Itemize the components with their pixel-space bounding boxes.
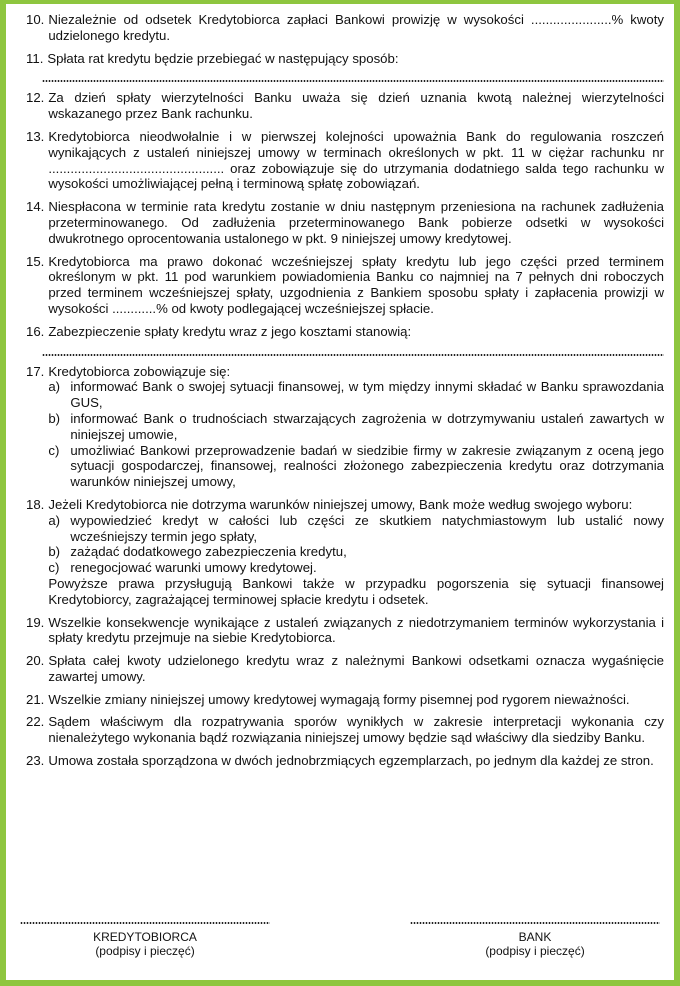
clause-number: 21. [26,691,45,707]
clause-20 [26,653,664,685]
clause-16 [26,324,664,340]
clause-13 [26,129,664,192]
clause-number: 15. [26,253,45,269]
item-text: renegocjować warunki umowy kredytowej. [70,560,317,576]
clause-15 [26,254,664,317]
signature-title: KREDYTOBIORCA [93,930,197,944]
clause-number: 19. [26,614,45,630]
item-text: informować Bank o trudnościach stwarzających zagrożenia w dotrzymywaniu ustaleń zawartych w niniejszej umowie, [70,410,664,442]
signature-title: BANK [518,930,552,944]
item-letter: a) [48,512,61,528]
clause-number: 14. [26,199,45,215]
item-text: zażądać dodatkowego zabezpieczenia kredytu, [70,544,347,560]
item-text: umożliwiać Bankowi przeprowadzenie badań w siedzibie firmy w zakresie związanym z oceną jego sytuacji gospodarczej, finansowej, realności złożonego zabezpieczenia kredytu oraz dotrzymania warunków niniejszej umowy, [70,442,664,490]
clause-number: 22. [26,714,45,730]
clause-text: Kredytobiorca nieodwołalnie i w pierwszej kolejności upoważnia Bank do regulowania roszczeń wynikających z ustaleń niniejszej umowy w terminach określonych w pkt. 11 w ciężar rachunku nr ................................................ oraz zobowiązuje się do utrzymania dodatniego salda tego rachunku w wysokości umożliwiającej pełną i terminową spłatę zobowiązań. [48,128,664,192]
clause-11 [26,51,664,67]
signature-block-borrower [20,922,270,958]
clause-number: 20. [26,653,45,669]
clause-number: 13. [26,128,45,144]
signature-row [20,922,660,958]
clause-14 [26,199,664,246]
signature-line[interactable] [20,922,270,924]
item-letter: b) [48,544,61,560]
list-item [48,544,664,560]
clause-number: 23. [26,753,45,769]
clause-21 [26,692,664,708]
fill-in-line-repayment[interactable] [42,80,664,82]
signature-note: (podpisy i pieczęć) [95,944,195,958]
clause-text: Zabezpieczenie spłaty kredytu wraz z jego kosztami stanowią: [48,323,412,339]
clause-text: Wszelkie konsekwencje wynikające z ustaleń związanych z niedotrzymaniem terminów wykorzystania i spłaty kredytu przejmuje na siebie Kredytobiorca. [48,614,664,646]
clause-number: 17. [26,363,45,379]
list-item [48,411,664,443]
clause-text: Jeżeli Kredytobiorca nie dotrzyma warunków niniejszej umowy, Bank może według swojego wyboru: [48,496,633,512]
clause-19 [26,615,664,647]
clause-text: Wszelkie zmiany niniejszej umowy kredytowej wymagają formy pisemnej pod rygorem nieważności. [48,691,630,707]
clause-10 [26,12,664,44]
clause-number: 10. [26,12,45,27]
clause-23 [26,753,664,769]
signature-line[interactable] [410,922,660,924]
clause-text: Kredytobiorca ma prawo dokonać wcześniejszej spłaty kredytu lub jego części przed terminem określonym w pkt. 11 pod warunkiem powiadomienia Banku co najmniej na 7 pełnych dni roboczych przed terminem wcześniejszej spłaty, uzgodnienia z Bankiem sposobu spłaty i zapłacenia prowizji w wysokości ............% od kwoty podlegającej wcześniejszej spłacie. [48,253,664,316]
list-item [48,513,664,545]
list-item [48,443,664,490]
clause-text: Niespłacona w terminie rata kredytu zostanie w dniu następnym przeniesiona na rachunek zadłużenia przeterminowanego. Od zadłużenia przeterminowanego Bank pobierze odsetki w wysokości dwukrotnego oprocentowania ustalonego w pkt. 9 niniejszej umowy kredytowej. [48,199,664,246]
clause-text: Umowa została sporządzona w dwóch jednobrzmiących egzemplarzach, po jednym dla każdej ze stron. [48,753,654,769]
signature-block-bank [410,922,660,958]
item-letter: c) [48,560,60,576]
clause-follow-text: Powyższe prawa przysługują Bankowi także w przypadku pogorszenia się sytuacji finansowej Kredytobiorcy, zagrażającej terminowej spłacie kredytu i odsetek. [48,575,664,607]
item-letter: a) [48,379,61,395]
signature-note: (podpisy i pieczęć) [485,944,585,958]
item-text: informować Bank o swojej sytuacji finansowej, w tym między innymi składać w Banku sprawozdania GUS, [70,379,664,411]
clause-text: Spłata rat kredytu będzie przebiegać w następujący sposób: [47,50,399,66]
item-text: wypowiedzieć kredyt w całości lub części ze skutkiem natychmiastowym lub ustalić nowy wcześniejszy termin jego spłaty, [70,512,664,544]
fill-in-line-collateral[interactable] [42,354,664,356]
list-item [48,379,664,411]
clause-number: 16. [26,323,45,339]
clause-number: 18. [26,496,45,512]
clause-17 [26,364,664,490]
clause-18 [26,497,664,608]
clause-text: Niezależnie od odsetek Kredytobiorca zapłaci Bankowi prowizję w wysokości ......................% kwoty udzielonego kredytu. [48,12,664,43]
clause-number: 11. [26,50,44,66]
clause-text: Sądem właściwym dla rozpatrywania sporów wynikłych w zakresie interpretacji wykonania czy nienależytego wykonania bądź rozwiązania niniejszej umowy będzie sąd właściwy dla siedziby Banku. [48,714,664,746]
contract-page [6,4,674,980]
clause-number: 12. [26,90,45,106]
clause-12 [26,90,664,122]
clause-text: Spłata całej kwoty udzielonego kredytu wraz z należnymi Bankowi odsetkami oznacza wygaśnięcie zawartej umowy. [48,653,664,684]
item-letter: b) [48,410,61,426]
list-item [48,560,664,576]
clause-text: Kredytobiorca zobowiązuje się: [48,363,231,379]
clause-text: Za dzień spłaty wierzytelności Banku uważa się dzień uznania kwotą należnej wierzytelności wskazanego przez Bank rachunku. [48,90,664,122]
item-letter: c) [48,442,60,458]
clause-22 [26,714,664,746]
